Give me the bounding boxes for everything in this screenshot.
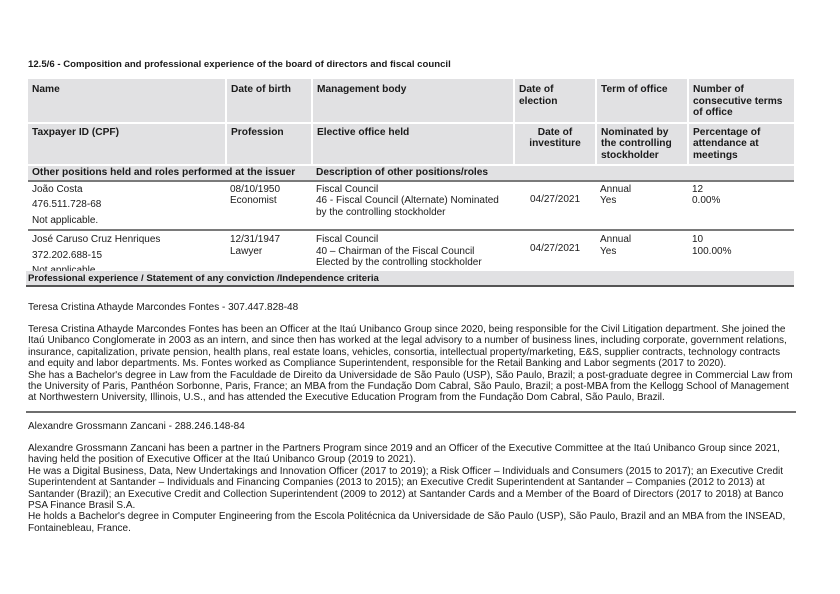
bio-paragraph: He holds a Bachelor's degree in Computer Engineering from the Escola Politécnica da Universidade de São Paulo (USP), São Paulo, Brazil and an MBA from the INSEAD, Fontainebleau, France. [28,511,786,534]
table-row [28,181,794,231]
col-header-other-positions-description: Description of other positions/roles [312,165,794,181]
member-date-of-election: 04/27/2021 [514,230,596,280]
member-consecutive-terms: 12 [692,183,704,195]
member-elective-office: 40 – Chairman of the Fiscal Council Elected by the controlling stockholder [316,245,482,268]
bio-paragraph: He was a Digital Business, Data, New Undertakings and Innovation Officer (2017 to 2019); a Risk Officer – Individuals and Consumers (2015 to 2017); an Executive Credit Superintendent at Santander – Individuals and Financing Companies (2013 to 2015); an Executive Credit Superintendent at Santander – Companies (2012 to 2013) at Santander (Brazil); an Executive Credit and Collection Superintendent (2009 to 2012) at Santander Cards and a Member of the Board of Directors (2017 to 2018) at Banco PSA Finance Brasil S.A. [28,465,784,512]
member-date-of-election: 04/27/2021 [529,193,581,205]
col-header-date-of-investiture: Date of investiture [514,123,596,166]
member-profession: Economist [230,195,277,206]
member-nominated-by-controller: Yes [600,195,617,206]
member-cpf: 476.511.728-68 [32,199,102,210]
member-elective-office: 46 - Fiscal Council (Alternate) Nominated by the controlling stockholder [316,195,499,218]
member-date-of-birth: 12/31/1947 [230,234,281,245]
section-divider [26,411,796,413]
bio-paragraph: She has a Bachelor's degree in Law from the Faculdade de Direito da Universidade de São Paulo (USP), São Paulo, Brazil; a post-graduate degree in Commercial Law from the University of Paris, Panthéon Sorbonne, Paris, France; an MBA from the Fundação Dom Cabral, São Paulo, Brazil; a post-MBA from the Kellogg School of Management at Northwestern University, Illinois, U.S., and has attended the Executive Education Program from the Fundação Dom Cabral, São Paulo, Brazil. [28,369,793,404]
member-cpf: 372.202.688-15 [32,249,103,261]
member-date-of-birth: 08/10/1950 [230,183,281,195]
person-bio [28,324,798,404]
bio-paragraph: Teresa Cristina Athayde Marcondes Fontes has been an Officer at the Itaú Unibanco Group since 2020, being responsible for the Civil Litigation department. She joined the Itaú Unibanco Conglomerate in 2003 as an intern, and since then has worked at the legal advisory to a number of business lines, including corporate, government relations, insurance, capitalization, private pension, health plans, real estate loans, vehicles, consortia, intellectual property/marketing, E&S, supplier contracts, technology contracts and equity and labor departments. Ms. Fontes worked as Compliance Superintendent, responsible for the Retail Banking and Labor segments (2017 to 2020). [28,324,787,370]
member-attendance: 0.00% [692,195,721,206]
member-profession: Lawyer [230,245,263,257]
header-row-other-positions [28,165,794,181]
col-header-attendance: Percentage of attendance at meetings [688,123,794,166]
member-management-body: Fiscal Council [316,183,379,195]
member-other-positions: Not applicable. [32,214,99,226]
member-consecutive-terms: 10 [692,234,704,245]
col-header-term-of-office: Term of office [596,79,688,123]
experience-section-header: Professional experience / Statement of any conviction /Independence criteria [26,271,794,287]
member-term-of-office: Annual [600,183,632,195]
header-row-primary [28,79,794,123]
person-bio [28,443,798,534]
col-header-elective-office: Elective office held [312,123,514,166]
col-header-cpf: Taxpayer ID (CPF) [28,123,226,166]
person-heading: Alexandre Grossmann Zancani - 288.246.148-84 [28,421,245,432]
col-header-profession: Profession [226,123,312,166]
section-title: 12.5/6 - Composition and professional experience of the board of directors and fiscal council [28,59,451,70]
header-row-secondary [28,123,794,166]
col-header-consecutive-terms: Number of consecutive terms of office [688,79,794,123]
col-header-date-of-election: Date of election [514,79,596,123]
board-composition-table [28,79,794,280]
col-header-nominated-by-controller: Nominated by the controlling stockholder [596,123,688,166]
member-management-body: Fiscal Council [316,234,379,245]
member-name: João Costa [32,183,83,195]
person-heading: Teresa Cristina Athayde Marcondes Fontes - 307.447.828-48 [28,302,299,313]
bio-paragraph: Alexandre Grossmann Zancani has been a partner in the Partners Program since 2019 and an Officer of the Executive Committee at the Itaú Unibanco Group since 2021, having held the position of Executive Officer at the Itaú Unibanco Group (2019 to 2021). [28,443,780,466]
col-header-other-positions: Other positions held and roles performed at the issuer [28,165,312,181]
member-nominated-by-controller: Yes [600,245,617,257]
col-header-date-of-birth: Date of birth [226,79,312,123]
member-attendance: 100.00% [692,245,732,257]
member-name: José Caruso Cruz Henriques [32,234,161,245]
col-header-name: Name [28,79,226,123]
col-header-management-body: Management body [312,79,514,123]
member-term-of-office: Annual [600,234,632,245]
